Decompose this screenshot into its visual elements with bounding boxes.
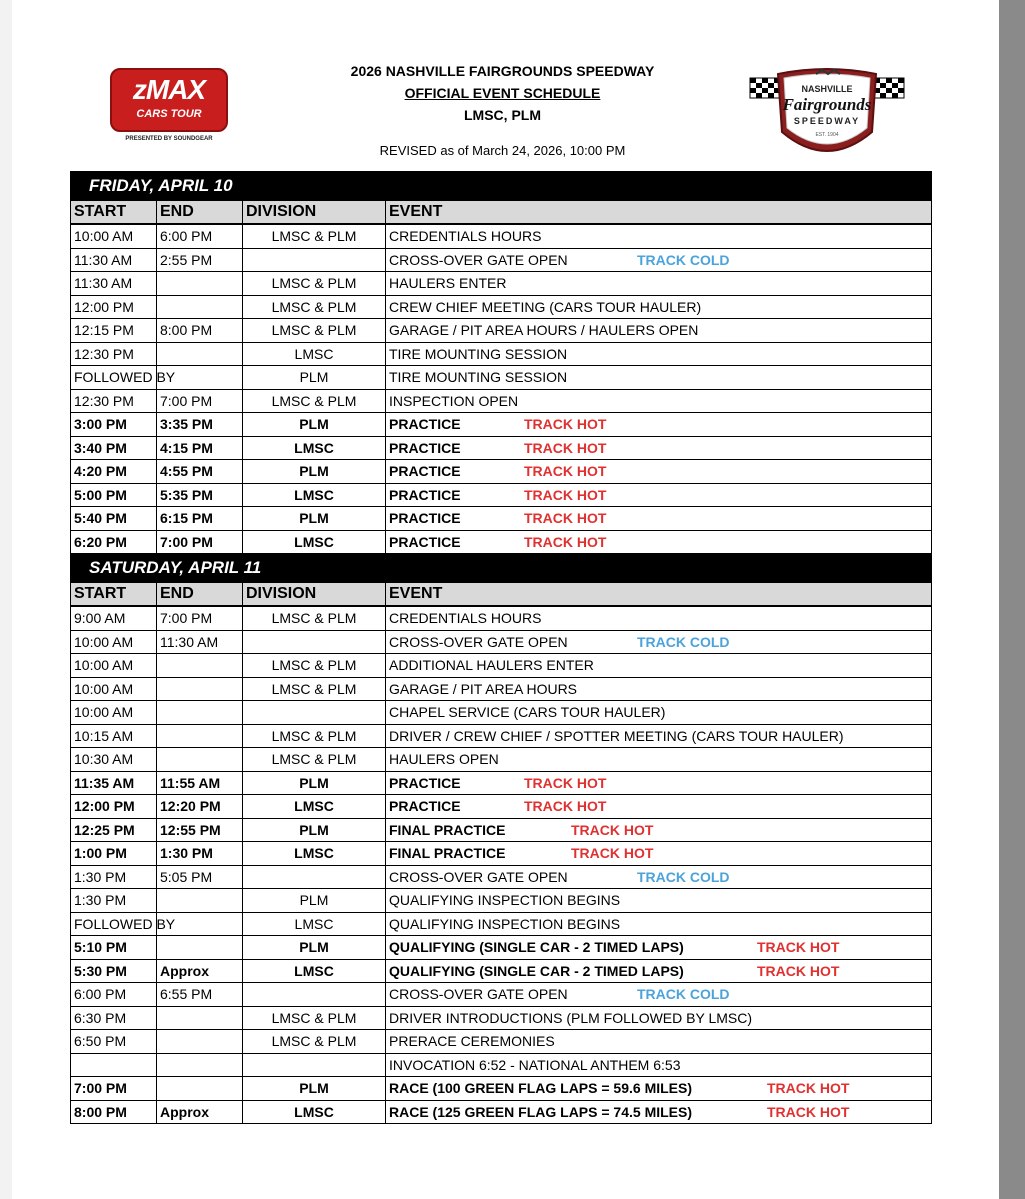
start-time-cell: 11:30 AM: [71, 248, 157, 272]
end-time-cell: 6:15 PM: [157, 507, 243, 531]
event-cell: [386, 413, 932, 437]
division-cell: PLM: [243, 507, 386, 531]
event-text: RACE (125 GREEN FLAG LAPS = 74.5 MILES): [389, 1103, 693, 1120]
zmax-wordmark: zMAX: [132, 74, 206, 105]
svg-text:EST. 1904: EST. 1904: [815, 132, 839, 138]
event-cell: [386, 319, 932, 343]
start-time-cell: 5:10 PM: [71, 936, 157, 960]
table-row: [71, 248, 932, 272]
end-time-cell: 12:20 PM: [157, 795, 243, 819]
day-title: FRIDAY, APRIL 10: [71, 172, 932, 201]
event-text: PRACTICE: [389, 774, 461, 791]
event-text: QUALIFYING (SINGLE CAR - 2 TIMED LAPS): [389, 962, 684, 979]
end-time-cell: 7:00 PM: [157, 530, 243, 554]
event-text: TIRE MOUNTING SESSION: [389, 345, 568, 362]
end-time-cell: [157, 748, 243, 772]
event-text: PRACTICE: [389, 439, 461, 456]
start-time-cell: 1:30 PM: [71, 889, 157, 913]
division-cell: LMSC & PLM: [243, 224, 386, 248]
event-text: INSPECTION OPEN: [389, 392, 519, 409]
column-header-end: END: [157, 583, 243, 607]
event-text: CREDENTIALS HOURS: [389, 610, 542, 627]
table-row: [71, 842, 932, 866]
start-time-cell: 12:00 PM: [71, 295, 157, 319]
checkered-flag-right-icon: [874, 78, 904, 98]
end-time-cell: 11:55 AM: [157, 771, 243, 795]
event-text: RACE (100 GREEN FLAG LAPS = 59.6 MILES): [389, 1080, 693, 1097]
event-cell: [386, 630, 932, 654]
event-text: PRACTICE: [389, 463, 461, 480]
end-time-cell: [157, 342, 243, 366]
track-cold-status: TRACK COLD: [637, 986, 730, 1003]
division-cell: LMSC & PLM: [243, 677, 386, 701]
event-cell: [386, 983, 932, 1007]
start-time-cell: 10:00 AM: [71, 677, 157, 701]
end-time-cell: 6:55 PM: [157, 983, 243, 1007]
division-cell: [243, 865, 386, 889]
day-title: SATURDAY, APRIL 11: [71, 554, 932, 583]
event-text: PRACTICE: [389, 416, 461, 433]
table-row: [71, 1006, 932, 1030]
start-time-cell: 10:00 AM: [71, 654, 157, 678]
start-time-cell: 5:00 PM: [71, 483, 157, 507]
table-row: [71, 630, 932, 654]
document-title: 2026 NASHVILLE FAIRGROUNDS SPEEDWAY: [350, 63, 655, 79]
start-time-cell: 1:30 PM: [71, 865, 157, 889]
table-row: [71, 1053, 932, 1077]
division-cell: LMSC: [243, 483, 386, 507]
division-cell: LMSC & PLM: [243, 1006, 386, 1030]
event-cell: [386, 436, 932, 460]
table-row: [71, 319, 932, 343]
track-hot-status: TRACK HOT: [524, 416, 607, 433]
divisions-line: LMSC, PLM: [464, 107, 541, 123]
division-cell: PLM: [243, 889, 386, 913]
end-time-cell: [157, 1077, 243, 1101]
track-hot-status: TRACK HOT: [524, 486, 607, 503]
start-time-cell: 11:30 AM: [71, 272, 157, 296]
table-row: [71, 654, 932, 678]
track-hot-status: TRACK HOT: [757, 939, 840, 956]
start-time-cell: 12:30 PM: [71, 389, 157, 413]
track-hot-status: TRACK HOT: [524, 533, 607, 550]
day-header-row: [71, 554, 932, 583]
event-text: QUALIFYING (SINGLE CAR - 2 TIMED LAPS): [389, 939, 684, 956]
event-text: QUALIFYING INSPECTION BEGINS: [389, 892, 621, 909]
track-hot-status: TRACK HOT: [757, 962, 840, 979]
event-text: QUALIFYING INSPECTION BEGINS: [389, 915, 621, 932]
end-time-cell: 11:30 AM: [157, 630, 243, 654]
schedule-body: [71, 172, 932, 1124]
event-cell: [386, 842, 932, 866]
event-text: CREDENTIALS HOURS: [389, 228, 542, 245]
start-time-cell: FOLLOWED BY: [71, 366, 157, 390]
start-time-cell: FOLLOWED BY: [71, 912, 157, 936]
svg-text:NASHVILLE: NASHVILLE: [801, 84, 853, 94]
event-cell: [386, 483, 932, 507]
table-row: [71, 936, 932, 960]
start-time-cell: 12:30 PM: [71, 342, 157, 366]
start-time-cell: 6:30 PM: [71, 1006, 157, 1030]
end-time-cell: 5:05 PM: [157, 865, 243, 889]
end-time-cell: [157, 295, 243, 319]
end-time-cell: 8:00 PM: [157, 319, 243, 343]
track-hot-status: TRACK HOT: [524, 798, 607, 815]
track-cold-status: TRACK COLD: [637, 251, 730, 268]
event-cell: [386, 1006, 932, 1030]
division-cell: LMSC: [243, 842, 386, 866]
end-time-cell: [157, 724, 243, 748]
document-header: [230, 60, 775, 162]
table-row: [71, 889, 932, 913]
event-text: ADDITIONAL HAULERS ENTER: [389, 657, 594, 674]
division-cell: LMSC: [243, 1100, 386, 1124]
column-header-division: DIVISION: [243, 201, 386, 225]
table-row: [71, 1030, 932, 1054]
svg-text:Fairgrounds: Fairgrounds: [782, 95, 872, 114]
division-cell: LMSC & PLM: [243, 272, 386, 296]
table-row: [71, 507, 932, 531]
division-cell: [243, 701, 386, 725]
end-time-cell: 7:00 PM: [157, 606, 243, 630]
start-time-cell: 12:25 PM: [71, 818, 157, 842]
event-text: PRACTICE: [389, 510, 461, 527]
start-time-cell: [71, 1053, 157, 1077]
event-text: PRERACE CEREMONIES: [389, 1033, 555, 1050]
division-cell: PLM: [243, 366, 386, 390]
division-cell: LMSC: [243, 530, 386, 554]
start-time-cell: 3:00 PM: [71, 413, 157, 437]
event-cell: [386, 1077, 932, 1101]
table-row: [71, 272, 932, 296]
event-cell: [386, 724, 932, 748]
track-hot-status: TRACK HOT: [524, 510, 607, 527]
start-time-cell: 12:00 PM: [71, 795, 157, 819]
event-cell: [386, 936, 932, 960]
event-text: FINAL PRACTICE: [389, 845, 506, 862]
event-cell: [386, 818, 932, 842]
table-row: [71, 413, 932, 437]
end-time-cell: Approx: [157, 1100, 243, 1124]
start-time-cell: 12:15 PM: [71, 319, 157, 343]
division-cell: [243, 1053, 386, 1077]
division-cell: LMSC & PLM: [243, 1030, 386, 1054]
table-row: [71, 865, 932, 889]
start-time-cell: 1:00 PM: [71, 842, 157, 866]
day-header-row: [71, 172, 932, 201]
track-hot-status: TRACK HOT: [524, 774, 607, 791]
column-header-start: START: [71, 583, 157, 607]
table-row: [71, 818, 932, 842]
division-cell: LMSC: [243, 795, 386, 819]
table-row: [71, 1100, 932, 1124]
start-time-cell: 8:00 PM: [71, 1100, 157, 1124]
division-cell: LMSC & PLM: [243, 654, 386, 678]
event-text: GARAGE / PIT AREA HOURS: [389, 680, 578, 697]
division-cell: [243, 248, 386, 272]
zmax-cars-tour-logo: [110, 68, 228, 150]
division-cell: LMSC: [243, 912, 386, 936]
end-time-cell: [157, 889, 243, 913]
table-row: [71, 701, 932, 725]
start-time-cell: 5:40 PM: [71, 507, 157, 531]
event-text: GARAGE / PIT AREA HOURS / HAULERS OPEN: [389, 322, 699, 339]
track-cold-status: TRACK COLD: [637, 868, 730, 885]
table-row: [71, 483, 932, 507]
table-row: [71, 677, 932, 701]
document-subtitle: OFFICIAL EVENT SCHEDULE: [404, 85, 601, 101]
table-row: [71, 224, 932, 248]
event-cell: [386, 677, 932, 701]
end-time-cell: [157, 654, 243, 678]
event-text: HAULERS OPEN: [389, 751, 499, 768]
event-text: PRACTICE: [389, 798, 461, 815]
event-cell: [386, 771, 932, 795]
track-hot-status: TRACK HOT: [571, 845, 654, 862]
start-time-cell: 5:30 PM: [71, 959, 157, 983]
track-hot-status: TRACK HOT: [767, 1103, 850, 1120]
end-time-cell: 3:35 PM: [157, 413, 243, 437]
event-text: INVOCATION 6:52 - NATIONAL ANTHEM 6:53: [389, 1056, 681, 1073]
event-text: DRIVER / CREW CHIEF / SPOTTER MEETING (CARS TOUR HAULER): [389, 727, 844, 744]
end-time-cell: 4:15 PM: [157, 436, 243, 460]
event-cell: [386, 959, 932, 983]
division-cell: PLM: [243, 771, 386, 795]
column-header-row: [71, 583, 932, 607]
division-cell: PLM: [243, 936, 386, 960]
start-time-cell: 10:15 AM: [71, 724, 157, 748]
end-time-cell: 5:35 PM: [157, 483, 243, 507]
column-header-start: START: [71, 201, 157, 225]
event-cell: [386, 1053, 932, 1077]
end-time-cell: 2:55 PM: [157, 248, 243, 272]
event-text: TIRE MOUNTING SESSION: [389, 369, 568, 386]
event-cell: [386, 295, 932, 319]
division-cell: LMSC & PLM: [243, 748, 386, 772]
division-cell: LMSC & PLM: [243, 295, 386, 319]
end-time-cell: 12:55 PM: [157, 818, 243, 842]
event-text: CREW CHIEF MEETING (CARS TOUR HAULER): [389, 298, 702, 315]
start-time-cell: 6:20 PM: [71, 530, 157, 554]
track-hot-status: TRACK HOT: [524, 439, 607, 456]
table-row: [71, 959, 932, 983]
division-cell: [243, 630, 386, 654]
event-cell: [386, 912, 932, 936]
track-hot-status: TRACK HOT: [571, 821, 654, 838]
event-text: CROSS-OVER GATE OPEN: [389, 986, 568, 1003]
track-hot-status: TRACK HOT: [767, 1080, 850, 1097]
division-cell: PLM: [243, 460, 386, 484]
event-text: CROSS-OVER GATE OPEN: [389, 251, 568, 268]
start-time-cell: 10:00 AM: [71, 224, 157, 248]
event-cell: [386, 701, 932, 725]
column-header-row: [71, 201, 932, 225]
table-row: [71, 366, 932, 390]
event-text: HAULERS ENTER: [389, 275, 507, 292]
table-row: [71, 436, 932, 460]
event-cell: [386, 530, 932, 554]
event-text: CROSS-OVER GATE OPEN: [389, 868, 568, 885]
end-time-cell: [157, 272, 243, 296]
event-text: PRACTICE: [389, 486, 461, 503]
column-header-event: EVENT: [386, 201, 932, 225]
start-time-cell: 3:40 PM: [71, 436, 157, 460]
column-header-division: DIVISION: [243, 583, 386, 607]
event-cell: [386, 748, 932, 772]
event-cell: [386, 606, 932, 630]
division-cell: PLM: [243, 413, 386, 437]
division-cell: [243, 983, 386, 1007]
viewer-scrollbar[interactable]: [999, 0, 1025, 1199]
revised-date: REVISED as of March 24, 2026, 10:00 PM: [379, 143, 626, 158]
event-cell: [386, 507, 932, 531]
table-row: [71, 460, 932, 484]
division-cell: LMSC & PLM: [243, 319, 386, 343]
page-left-margin: [0, 0, 12, 1199]
svg-text:SPEEDWAY: SPEEDWAY: [793, 116, 861, 126]
table-row: [71, 1077, 932, 1101]
start-time-cell: 10:00 AM: [71, 701, 157, 725]
column-header-event: EVENT: [386, 583, 932, 607]
start-time-cell: 11:35 AM: [71, 771, 157, 795]
event-text: DRIVER INTRODUCTIONS (PLM FOLLOWED BY LMSC): [389, 1009, 753, 1026]
end-time-cell: [157, 701, 243, 725]
division-cell: LMSC: [243, 436, 386, 460]
start-time-cell: 6:00 PM: [71, 983, 157, 1007]
table-row: [71, 389, 932, 413]
event-cell: [386, 865, 932, 889]
table-row: [71, 606, 932, 630]
table-row: [71, 530, 932, 554]
end-time-cell: 7:00 PM: [157, 389, 243, 413]
presented-by-text: PRESENTED BY SOUNDGEAR: [125, 136, 213, 142]
start-time-cell: 9:00 AM: [71, 606, 157, 630]
start-time-cell: 6:50 PM: [71, 1030, 157, 1054]
end-time-cell: 1:30 PM: [157, 842, 243, 866]
division-cell: PLM: [243, 818, 386, 842]
track-cold-status: TRACK COLD: [637, 633, 730, 650]
start-time-cell: 10:00 AM: [71, 630, 157, 654]
end-time-cell: [157, 1030, 243, 1054]
column-header-end: END: [157, 201, 243, 225]
table-row: [71, 912, 932, 936]
table-row: [71, 771, 932, 795]
table-row: [71, 983, 932, 1007]
division-cell: LMSC: [243, 959, 386, 983]
table-row: [71, 795, 932, 819]
event-cell: [386, 342, 932, 366]
event-cell: [386, 889, 932, 913]
event-text: PRACTICE: [389, 533, 461, 550]
event-cell: [386, 366, 932, 390]
event-cell: [386, 1100, 932, 1124]
end-time-cell: [157, 1053, 243, 1077]
end-time-cell: [157, 677, 243, 701]
event-text: FINAL PRACTICE: [389, 821, 506, 838]
event-cell: [386, 272, 932, 296]
division-cell: LMSC & PLM: [243, 724, 386, 748]
division-cell: PLM: [243, 1077, 386, 1101]
cars-tour-wordmark: CARS TOUR: [136, 108, 202, 120]
event-cell: [386, 224, 932, 248]
start-time-cell: 10:30 AM: [71, 748, 157, 772]
event-cell: [386, 1030, 932, 1054]
event-cell: [386, 389, 932, 413]
event-cell: [386, 654, 932, 678]
event-cell: [386, 248, 932, 272]
end-time-cell: 4:55 PM: [157, 460, 243, 484]
table-row: [71, 748, 932, 772]
division-cell: LMSC & PLM: [243, 606, 386, 630]
event-text: CHAPEL SERVICE (CARS TOUR HAULER): [389, 704, 666, 721]
end-time-cell: [157, 936, 243, 960]
event-cell: [386, 460, 932, 484]
event-text: CROSS-OVER GATE OPEN: [389, 633, 568, 650]
table-row: [71, 295, 932, 319]
table-row: [71, 724, 932, 748]
start-time-cell: 4:20 PM: [71, 460, 157, 484]
track-hot-status: TRACK HOT: [524, 463, 607, 480]
start-time-cell: 7:00 PM: [71, 1077, 157, 1101]
end-time-cell: 6:00 PM: [157, 224, 243, 248]
table-row: [71, 342, 932, 366]
division-cell: LMSC & PLM: [243, 389, 386, 413]
event-cell: [386, 795, 932, 819]
end-time-cell: Approx: [157, 959, 243, 983]
division-cell: LMSC: [243, 342, 386, 366]
schedule-table: [70, 171, 932, 1124]
end-time-cell: [157, 1006, 243, 1030]
